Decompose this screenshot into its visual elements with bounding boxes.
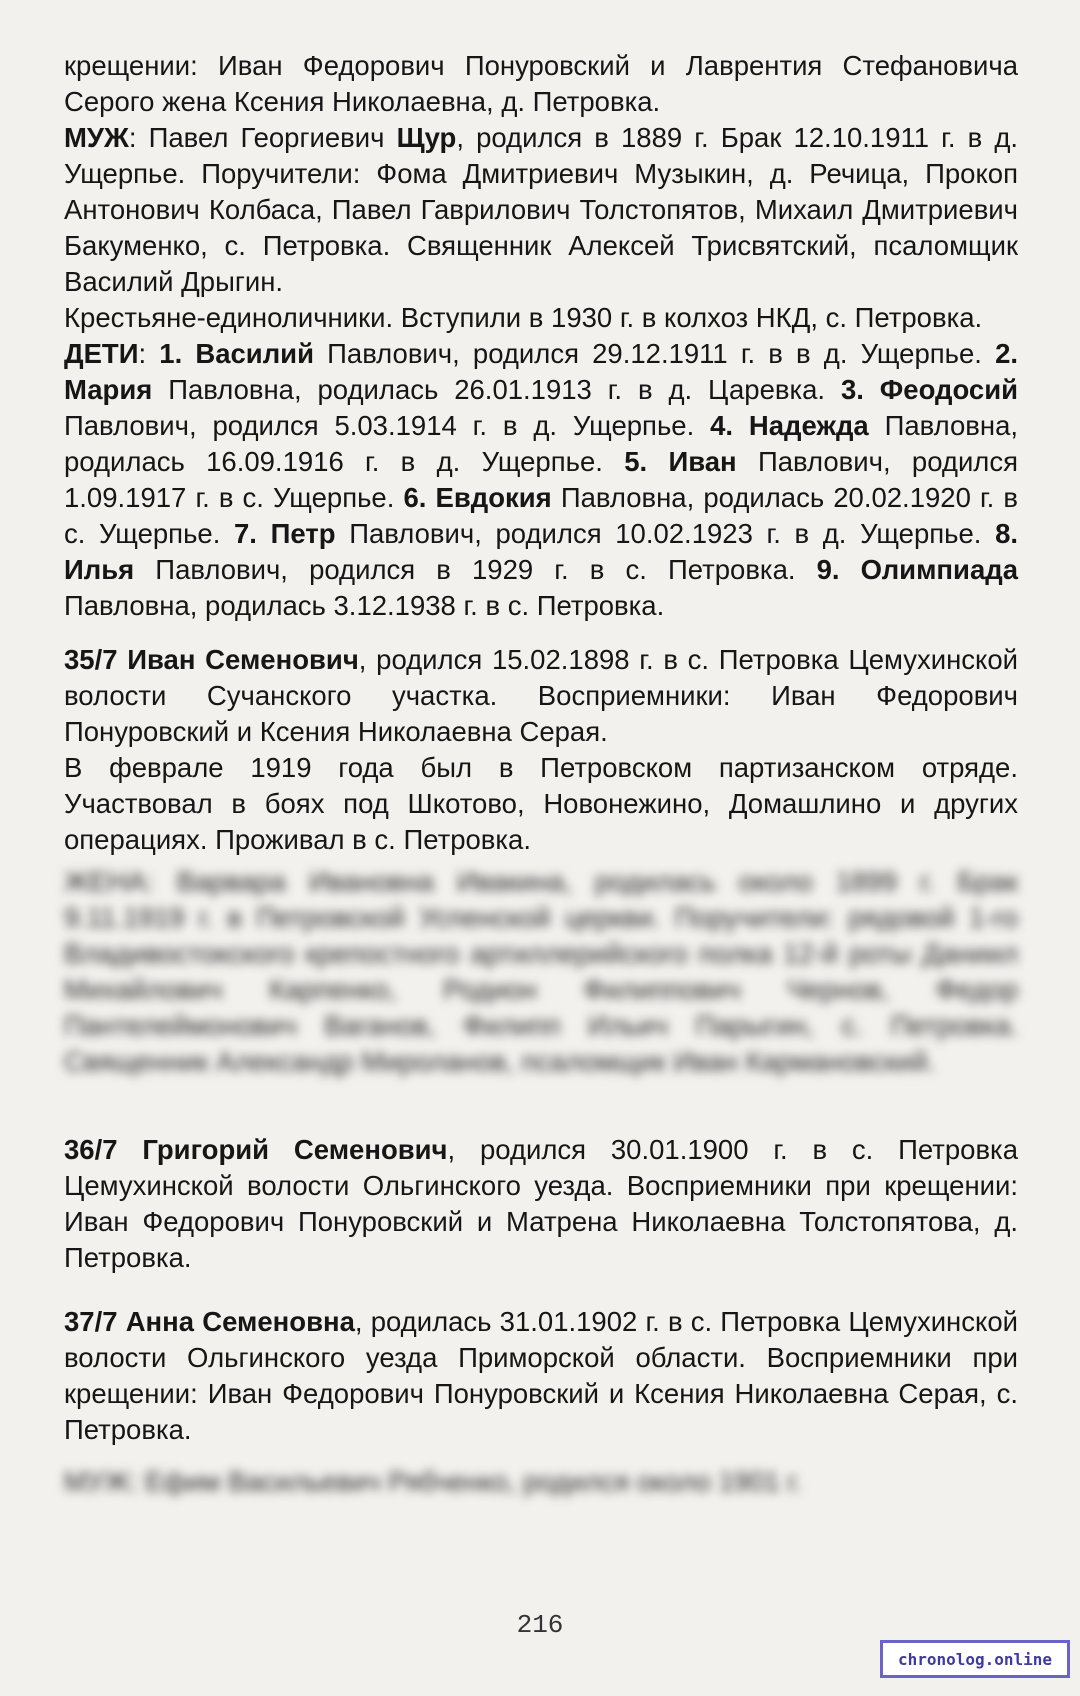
husband-surname: Щур bbox=[396, 122, 457, 153]
entry-35-7 bbox=[64, 642, 1018, 750]
entry-35-7-extra bbox=[64, 750, 1018, 858]
paragraph-baptism-continuation bbox=[64, 48, 1018, 120]
blurred-wife-paragraph bbox=[64, 864, 1018, 1080]
entry-35-7-text: , родился 15.02.1898 г. в с. Петровка Цемухинской волости Сучанского участка. Восприемники: Иван Федорович Понуровский и Ксения Николаевна Серая. bbox=[64, 644, 1018, 747]
husband-text-1: : Павел Георгиевич bbox=[128, 122, 397, 153]
watermark-badge bbox=[880, 1640, 1070, 1678]
entry-36-7-text: , родился 30.01.1900 г. в с. Петровка Цемухинской волости Ольгинского уезда. Восприемники при крещении: Иван Федорович Понуровский и Матрена Николаевна Толстопятова, д. Петровка. bbox=[64, 1134, 1018, 1273]
baptism-text: крещении: Иван Федорович Понуровский и Лаврентия Стефановича Серого жена Ксения Николаевна, д. Петровка. bbox=[64, 50, 1018, 117]
entry-37-7-text: , родилась 31.01.1902 г. в с. Петровка Цемухинской волости Ольгинского уезда Приморской области. Восприемники при крещении: Иван Федорович Понуровский и Ксения Николаевна Серая, с. Петровка. bbox=[64, 1306, 1018, 1445]
page-number: 216 bbox=[516, 1610, 564, 1640]
entry-37-7 bbox=[64, 1304, 1018, 1448]
entry-37-7-heading: 37/7 Анна Семеновна bbox=[64, 1306, 355, 1337]
child-1-name: 1. Василий bbox=[159, 338, 314, 369]
document-page bbox=[64, 48, 1018, 1500]
child-5-text: Павлович, родился 1.09.1917 г. в с. Ущерпье. bbox=[64, 446, 1018, 513]
child-5-name: 5. Иван bbox=[624, 446, 737, 477]
paragraph-husband bbox=[64, 120, 1018, 300]
child-1-text: Павлович, родился 29.12.1911 г. в в д. Ущерпье. bbox=[314, 338, 996, 369]
blurred-husband-text: МУЖ: Ефим Васильевич Рябченко, родился около 1901 г. bbox=[64, 1466, 802, 1497]
husband-text-2: , родился в 1889 г. Брак 12.10.1911 г. в д. Ущерпье. Поручители: Фома Дмитриевич Музыкин, д. Речица, Прокоп Антонович Колбаса, Павел Гаврилович Толстопятов, Михаил Дмитриевич Бакуменко, с. Петровка. Священник Алексей Трисвятский, псаломщик Василий Дрыгин. bbox=[64, 122, 1018, 297]
entry-36-7 bbox=[64, 1132, 1018, 1276]
paragraph-peasants bbox=[64, 300, 1018, 336]
blurred-wife-text: ЖЕНА: Варвара Ивановна Ивакина, родилась около 1899 г. Брак 9.11.1919 г. в Петровской Успенской церкви. Поручители: рядовой 1-го Владивостокского крепостного артиллерийского полка 12-й роты Даниил Михайлович Карпенко, Родион Филиппович Чернов, Федор Пантелеймонович Ваганов, Филипп Ильич Парыгин, с. Петровка. Священник Александр Мироланов, псаломщик Иван Кармановский. bbox=[64, 866, 1018, 1077]
child-4-name: 4. Надежда bbox=[710, 410, 869, 441]
peasants-text: Крестьяне-единоличники. Вступили в 1930 г. в колхоз НКД, с. Петровка. bbox=[64, 302, 983, 333]
children-label: ДЕТИ bbox=[64, 338, 139, 369]
child-2-name: 2. Мария bbox=[64, 338, 1018, 405]
entry-35-7-extra-text: В феврале 1919 года был в Петровском партизанском отряде. Участвовал в боях под Шкотово, Новонежино, Домашлино и других операциях. Проживал в с. Петровка. bbox=[64, 752, 1018, 855]
watermark-text: chronolog.online bbox=[897, 1649, 1053, 1669]
child-2-text: Павловна, родилась 26.01.1913 г. в д. Царевка. bbox=[152, 374, 841, 405]
entry-36-7-heading: 36/7 Григорий Семенович bbox=[64, 1134, 448, 1165]
child-6-text: Павловна, родилась 20.02.1920 г. в с. Ущерпье. bbox=[64, 482, 1018, 549]
child-3-text: Павлович, родился 5.03.1914 г. в д. Ущерпье. bbox=[64, 410, 711, 441]
child-3-name: 3. Феодосий bbox=[840, 374, 1018, 405]
blurred-husband-line bbox=[64, 1464, 1018, 1500]
child-7-text: Павлович, родился 10.02.1923 г. в д. Ущерпье. bbox=[335, 518, 996, 549]
child-8-text: Павлович, родился в 1929 г. в с. Петровка. bbox=[134, 554, 817, 585]
child-8-name: 8. Илья bbox=[64, 518, 1018, 585]
child-6-name: 6. Евдокия bbox=[403, 482, 552, 513]
child-9-name: 9. Олимпиада bbox=[816, 554, 1018, 585]
child-9-text: Павловна, родилась 3.12.1938 г. в с. Петровка. bbox=[64, 590, 665, 621]
husband-label: МУЖ bbox=[64, 122, 129, 153]
entry-35-7-heading: 35/7 Иван Семенович bbox=[64, 644, 359, 675]
child-4-text: Павловна, родилась 16.09.1916 г. в д. Ущерпье. bbox=[64, 410, 1018, 477]
paragraph-children bbox=[64, 336, 1018, 624]
child-7-name: 7. Петр bbox=[234, 518, 336, 549]
children-colon: : bbox=[138, 338, 160, 369]
